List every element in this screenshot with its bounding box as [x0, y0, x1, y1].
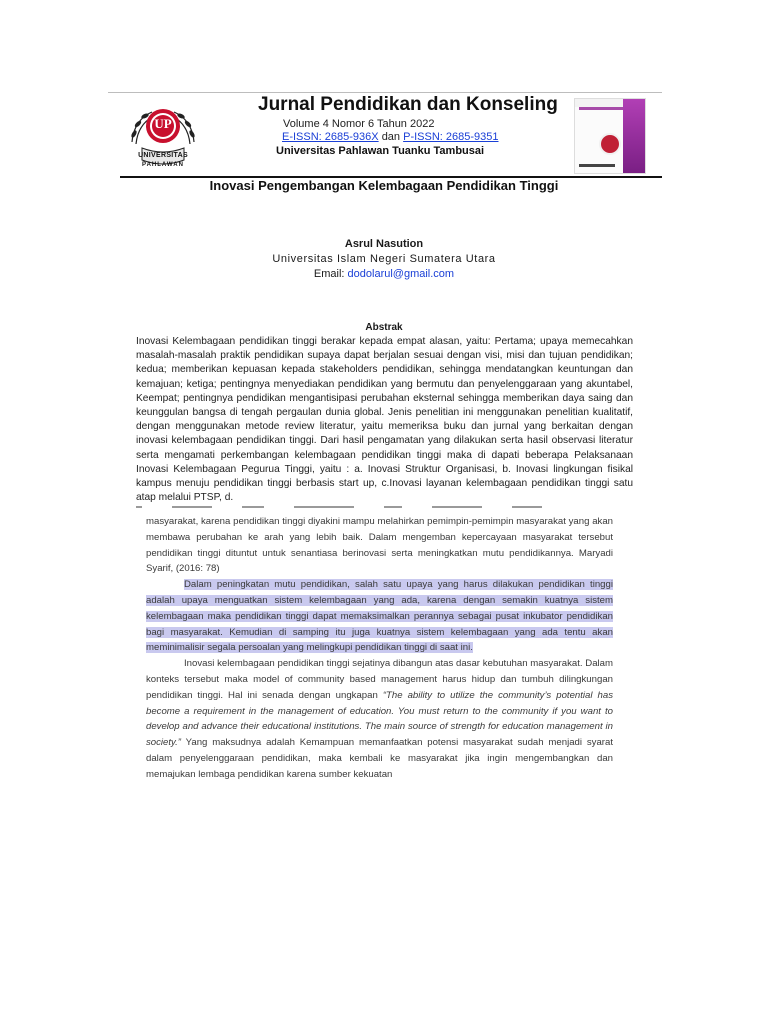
cover-purple-stripe — [623, 99, 645, 173]
university-logo — [122, 98, 204, 180]
journal-cover-thumbnail — [574, 98, 646, 174]
logo-text-top: UNIVERSITAS — [138, 152, 188, 159]
journal-title: Jurnal Pendidikan dan Konseling — [258, 94, 558, 115]
cover-footer-bar — [579, 164, 615, 167]
eissn-link[interactable]: E-ISSN: 2685-936X — [282, 131, 379, 143]
pissn-link[interactable]: P-ISSN: 2685-9351 — [403, 131, 499, 143]
author-email-link[interactable]: dodolarul@gmail.com — [347, 268, 455, 280]
logo-initials: UP — [154, 116, 172, 131]
issn-line — [282, 131, 499, 143]
logo-text-bottom: PAHLAWAN — [142, 162, 184, 168]
article-title: Inovasi Pengembangan Kelembagaan Pendidikan Tinggi — [209, 178, 559, 193]
cover-seal-icon — [599, 133, 621, 155]
abstract-heading: Abstrak — [365, 322, 403, 333]
body-paragraph-1: masyarakat, karena pendidikan tinggi diyakini mampu melahirkan pemimpin-pemimpin masyarakat yang akan membawa perubahan ke arah yang lebih baik. Dalam mengemban kepercayaan masyarakat tersebut pendidikan tinggi dituntut untuk senantiasa berinovasi serta meningkatkan mutu pendidikannya. Maryadi Syarif, (2016: 78) — [146, 516, 613, 575]
english-quote: “The ability to utilize the community’s potential has become a requirement in the management of education. You must return to the community if you want to develop and advance their educational institutions. The main source of strength for education management in society.” — [146, 689, 613, 749]
author-affiliation: Universitas Islam Negeri Sumatera Utara — [272, 253, 496, 265]
body-text — [146, 514, 613, 796]
issn-joiner: dan — [381, 131, 401, 143]
abstract-body — [136, 335, 633, 505]
body-paragraph-2 — [146, 577, 613, 656]
paragraph-3-lead: Inovasi kelembagaan pendidikan tinggi sejatinya dibangun atas dasar kebutuhan masyarakat. Dalam konteks tersebut maka model of community based management harus hidup dan tumbuh dilingkungan pendidikan tinggi. Hal ini senada dengan ungkapan — [146, 658, 613, 701]
email-label: Email: — [313, 268, 345, 280]
cover-title-bar — [579, 107, 625, 110]
abstract-text: Inovasi Kelembagaan pendidikan tinggi berakar kepada empat alasan, yaitu: Pertama; upaya memecahkan masalah-masalah praktik pendidikan supaya dapat berjalan sesuai dengan visi, misi dan tujuan pendidikan; kedua; memberikan kepuasan kepada stakeholders pendidikan, sehingga mendatangkan keuntungan dan kemajuan; ketiga; pentingnya menyediakan pendidikan yang bermutu dan penyelenggaraan yang akuntabel, Keempat; pentingnya pendidikan mengantisipasi perubahan eksternal sehingga memberikan daya saing dan keunggulan bangsa di tengah pergaulan dunia global. Jenis penelitian ini menggunakan penelitian kualitatif, dengan menggunakan metode review literatur, yaitu memeriksa buku dan jurnal yang berkaitan dengan inovasi kelembagaan pendidikan tinggi. Dari hasil pengamatan yang dilakukan serta hasil observasi literatur serta mengamati perkembangan kelembagaan pendidikan tinggi maka di dapati beberapa Pelaksanaan Inovasi Kelembagaan Pegurua Tinggi, yaitu : a. Inovasi Struktur Organisasi, b. Inovasi lingkungan fisikal kampus menuju pendidikan tinggi berbasis start up, c.Inovasi layanan kelembagaan pendidikan tinggi satu atap melalui PTSP, d. — [136, 336, 633, 504]
author-name: Asrul Nasution — [344, 238, 424, 250]
body-paragraph-3 — [146, 656, 613, 782]
top-rule — [108, 92, 662, 93]
email-line — [0, 268, 768, 280]
highlighted-text[interactable]: Dalam peningkatan mutu pendidikan, salah satu upaya yang harus dilakukan pendidikan tinggi adalah upaya menguatkan sistem kelembagaan yang ada, karena dengan semakin kuatnya sistem kelembagaan maka pendidikan tinggi dapat memaksimalkan perannya sebagai pusat inkubator pendidikan bagi masyarakat. Kemudian di samping itu juga kuatnya sistem kelembagaan yang ada tentu akan meminimalisir segala persoalan yang melingkupi pendidikan tinggi di saat ini. — [146, 579, 613, 654]
page-cut-fragment — [136, 506, 633, 510]
publisher-university: Universitas Pahlawan Tuanku Tambusai — [276, 145, 485, 157]
paragraph-3-tail: Yang maksudnya adalah Kemampuan memanfaatkan potensi masyarakat sudah menjadi syarat dalam penyelenggaraan pendidikan, maka kembali ke masyarakat jika ingin mengembangkan dan memajukan lembaga pendidikan karena sumber kekuatan — [146, 737, 613, 780]
volume-issue: Volume 4 Nomor 6 Tahun 2022 — [283, 118, 435, 130]
